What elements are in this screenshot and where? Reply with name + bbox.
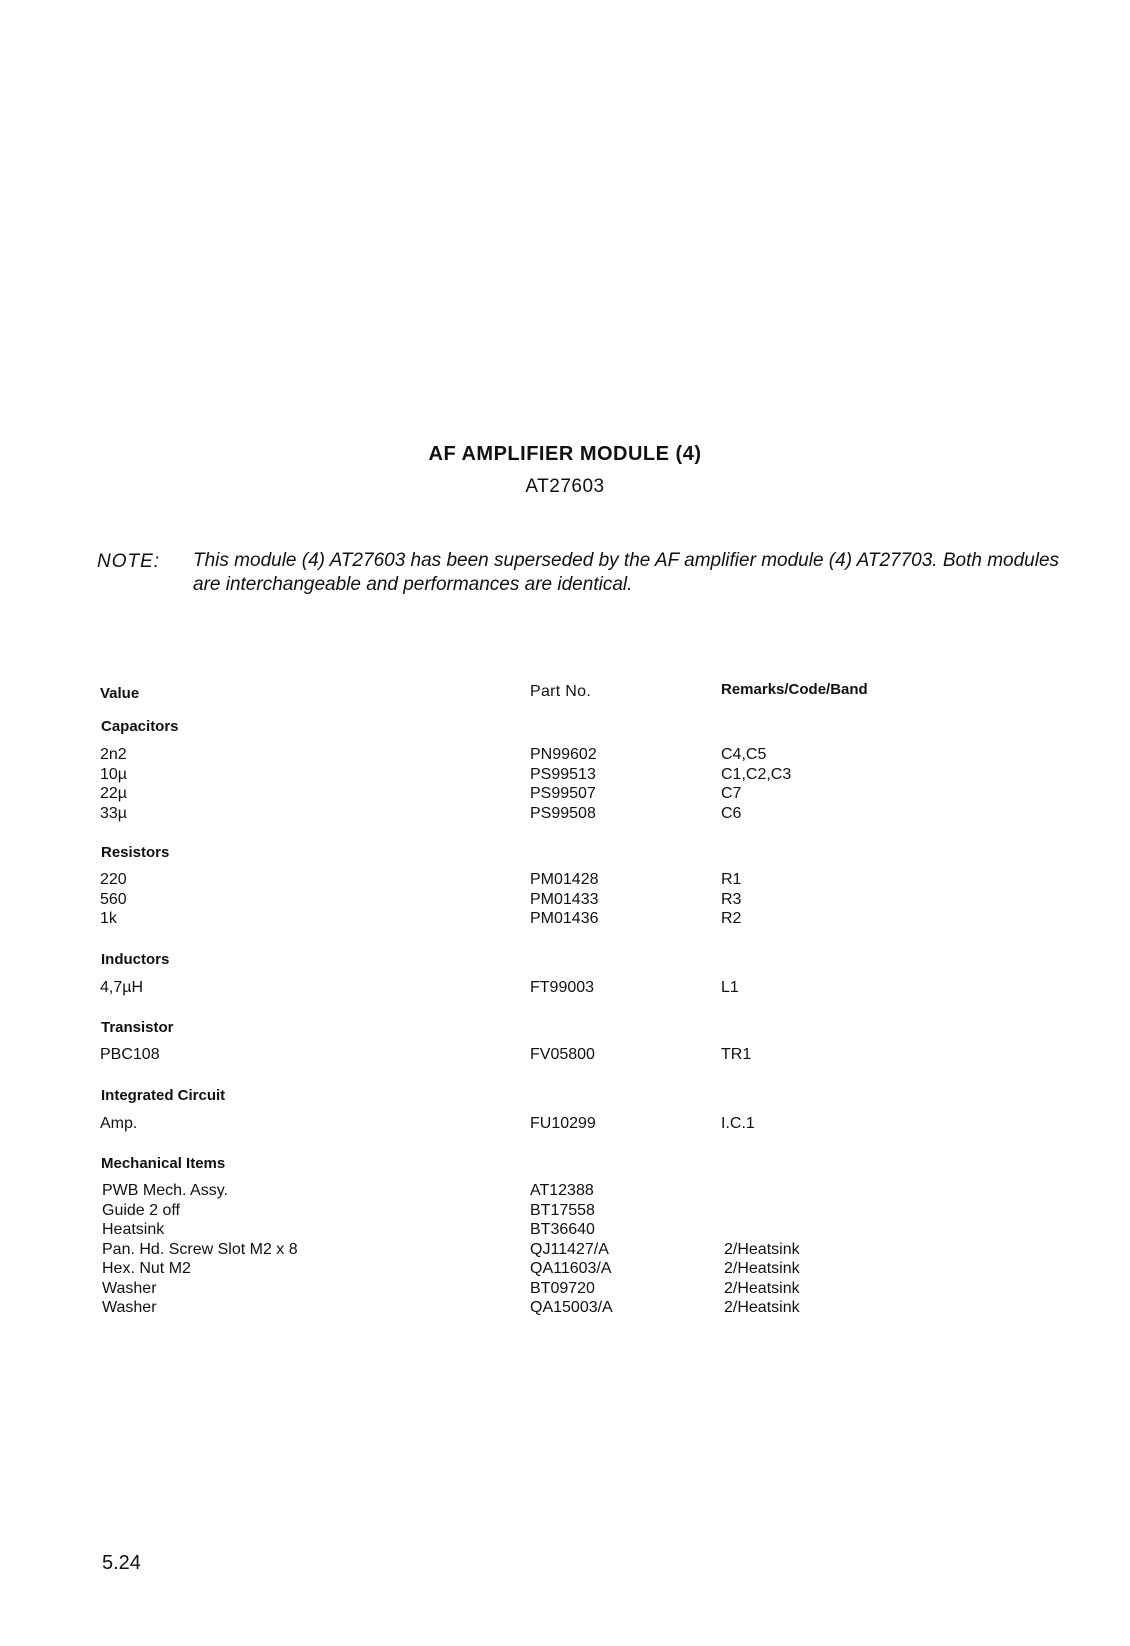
- remarks-cell: R2: [721, 910, 742, 927]
- column-header-remarks: Remarks/Code/Band: [721, 681, 868, 698]
- part-cell: AT12388: [530, 1182, 594, 1199]
- table-row: [0, 804, 1130, 824]
- remarks-cell: L1: [721, 979, 739, 996]
- value-cell: Washer: [102, 1299, 157, 1316]
- part-cell: FT99003: [530, 979, 595, 996]
- page-number: 5.24: [102, 1552, 141, 1574]
- module-code: AT27603: [525, 476, 605, 497]
- value-cell: 4,7µH: [100, 979, 144, 996]
- table-row: [0, 1279, 1130, 1299]
- part-cell: QA15003/A: [530, 1299, 613, 1316]
- value-cell: 22µ: [100, 785, 128, 802]
- value-cell: 220: [100, 871, 127, 888]
- part-cell: PM01436: [530, 910, 599, 927]
- remarks-cell: TR1: [721, 1046, 752, 1063]
- remarks-cell: R3: [721, 890, 742, 908]
- table-row: [0, 1181, 1130, 1201]
- part-cell: QA11603/A: [530, 1260, 612, 1277]
- value-cell: Pan. Hd. Screw Slot M2 x 8: [102, 1240, 298, 1258]
- value-cell: Guide 2 off: [102, 1201, 180, 1219]
- value-cell: 10µ: [100, 765, 128, 783]
- table-row: [0, 1045, 1130, 1065]
- value-cell: 1k: [100, 910, 117, 927]
- value-cell: 2n2: [100, 746, 127, 763]
- remarks-cell: 2/Heatsink: [724, 1260, 800, 1277]
- part-cell: QJ11427/A: [530, 1240, 609, 1258]
- part-cell: PS99508: [530, 804, 596, 822]
- table-row: [0, 1201, 1130, 1221]
- column-header-value: Value: [100, 685, 140, 702]
- table-row: [0, 1114, 1130, 1134]
- note-text: This module (4) AT27603 has been superseded by the AF amplifier module (4) AT27703. Both modules are interchangeable and performances are identical.: [193, 550, 1060, 595]
- table-row: [0, 1298, 1130, 1318]
- remarks-cell: 2/Heatsink: [724, 1240, 800, 1258]
- value-cell: 33µ: [100, 804, 128, 822]
- table-row: [0, 890, 1130, 910]
- column-header-part-no: Part No.: [530, 683, 592, 700]
- table-row: [0, 765, 1130, 785]
- part-cell: BT17558: [530, 1201, 595, 1219]
- remarks-cell: C4,C5: [721, 746, 767, 763]
- value-cell: Washer: [102, 1279, 157, 1297]
- value-cell: PWB Mech. Assy.: [102, 1182, 228, 1199]
- part-cell: FU10299: [530, 1115, 596, 1132]
- section-title: Transistor: [101, 1019, 174, 1036]
- value-cell: PBC108: [100, 1046, 160, 1063]
- table-row: [0, 1220, 1130, 1240]
- value-cell: Amp.: [100, 1115, 138, 1132]
- part-cell: PS99507: [530, 785, 596, 802]
- table-row: [0, 745, 1130, 765]
- section-title: Mechanical Items: [101, 1155, 226, 1172]
- part-cell: FV05800: [530, 1046, 595, 1063]
- remarks-cell: C6: [721, 804, 742, 822]
- part-cell: BT09720: [530, 1279, 595, 1297]
- note-label: NOTE:: [97, 551, 161, 572]
- table-row: [0, 870, 1130, 890]
- table-row: [0, 1259, 1130, 1279]
- remarks-cell: 2/Heatsink: [724, 1299, 800, 1316]
- section-title: Inductors: [101, 951, 170, 968]
- part-cell: PM01428: [530, 871, 599, 888]
- part-cell: PM01433: [530, 890, 599, 908]
- remarks-cell: C1,C2,C3: [721, 765, 792, 783]
- remarks-cell: 2/Heatsink: [724, 1279, 800, 1297]
- document-title: AF AMPLIFIER MODULE (4): [428, 443, 702, 465]
- value-cell: Heatsink: [102, 1221, 165, 1238]
- table-row: [0, 1240, 1130, 1260]
- value-cell: Hex. Nut M2: [102, 1260, 191, 1277]
- table-row: [0, 978, 1130, 998]
- part-cell: BT36640: [530, 1221, 595, 1238]
- table-row: [0, 784, 1130, 804]
- remarks-cell: I.C.1: [721, 1115, 755, 1132]
- part-cell: PN99602: [530, 746, 597, 763]
- remarks-cell: R1: [721, 871, 742, 888]
- section-title: Resistors: [101, 844, 170, 861]
- value-cell: 560: [100, 890, 127, 908]
- remarks-cell: C7: [721, 785, 742, 802]
- section-title: Capacitors: [101, 718, 179, 735]
- part-cell: PS99513: [530, 765, 596, 783]
- section-title: Integrated Circuit: [101, 1087, 226, 1104]
- table-row: [0, 909, 1130, 929]
